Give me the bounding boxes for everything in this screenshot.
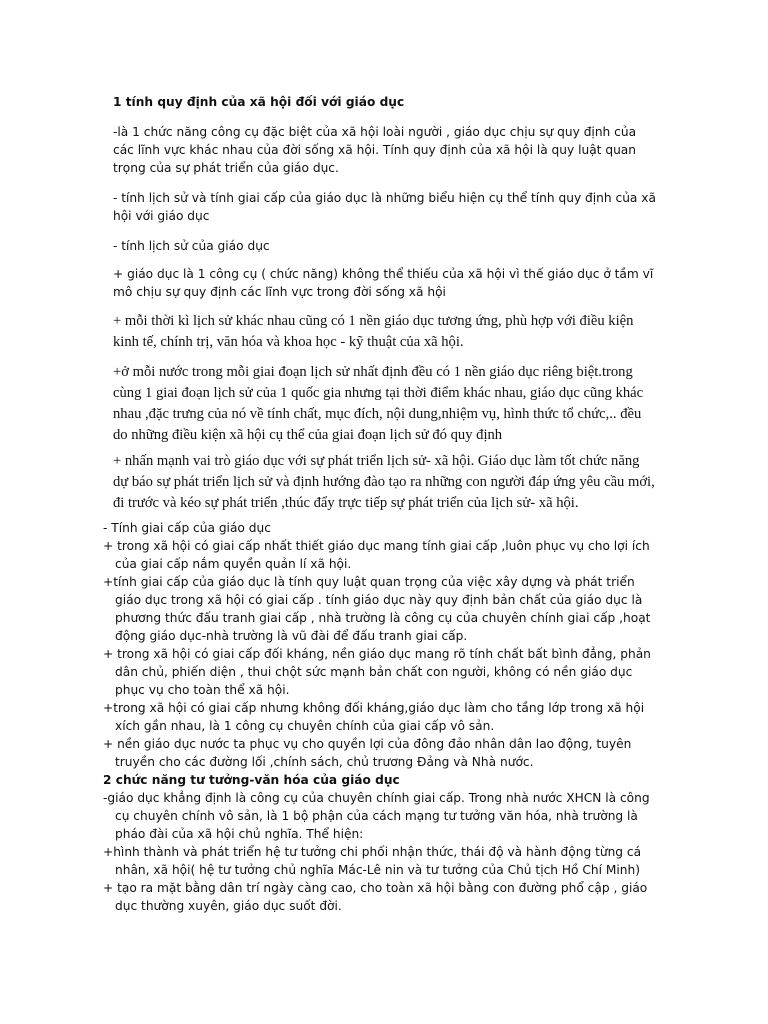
paragraph-3: - tính lịch sử của giáo dục <box>113 239 270 253</box>
list-item: +tính giai cấp của giáo dục là tính quy luật quan trọng của việc xây dựng và phát triển giáo dục trong xã hội có giai cấp . tính giáo dục này quy định bản chất của giáo dục là phương thức đấu tranh giai cấp , nhà trường là công cụ của chuyên chính giai cấp ,hoạt động giáo dục-nhà trường là vũ đài để đấu tranh giai cấp. <box>103 575 651 643</box>
list-item: +hình thành và phát triển hệ tư tưởng chi phối nhận thức, thái độ và hành động từng cá nhân, xã hội( hệ tư tưởng chủ nghĩa Mác-Lê nin và tư tưởng của Chủ tịch Hồ Chí Minh) <box>103 845 642 877</box>
list-item: + trong xã hội có giai cấp nhất thiết giáo dục mang tính giai cấp ,luôn phục vụ cho lợi ích của giai cấp nắm quyền quản lí xã hội. <box>103 539 650 571</box>
list-item: + nền giáo dục nước ta phục vụ cho quyền lợi của đông đảo nhân dân lao động, tuyên truyền cho các đường lối ,chính sách, chủ trương Đảng và Nhà nước. <box>103 737 632 769</box>
paragraph-5: + mỗi thời kì lịch sử khác nhau cũng có 1 nền giáo dục tương ứng, phù hợp với điều kiện kinh tế, chính trị, văn hóa và khoa học - kỹ thuật của xã hội. <box>113 313 634 350</box>
list-item: +trong xã hội có giai cấp nhưng không đối kháng,giáo dục làm cho tầng lớp trong xã hội xích gần nhau, là 1 công cụ chuyên chính của giai cấp vô sản. <box>103 701 645 733</box>
list-item: -giáo dục khẳng định là công cụ của chuyên chính giai cấp. Trong nhà nước XHCN là công cụ chuyên chính vô sản, là 1 bộ phận của cách mạng tư tưởng văn hóa, nhà trường là pháo đài của xã hội chủ nghĩa. Thể hiện: <box>103 791 650 841</box>
class-nature-list <box>103 519 659 915</box>
heading-section-1: 1 tính quy định của xã hội đối với giáo dục <box>113 95 405 109</box>
paragraph-2: - tính lịch sử và tính giai cấp của giáo dục là những biểu hiện cụ thể tính quy định của xã hội với giáo dục <box>113 191 656 223</box>
list-item: + trong xã hội có giai cấp đối kháng, nền giáo dục mang rõ tính chất bất bình đẳng, phản dân chủ, phiến diện , thui chột sức mạnh bản chất con người, không có nền giáo dục phục vụ cho toàn thể xã hội. <box>103 647 651 697</box>
heading-section-2: 2 chức năng tư tưởng-văn hóa của giáo dục <box>103 773 400 787</box>
list-item: + tạo ra mặt bằng dân trí ngày càng cao, cho toàn xã hội bằng con đường phổ cập , giáo dục thường xuyên, giáo dục suốt đời. <box>103 881 648 913</box>
paragraph-7: + nhấn mạnh vai trò giáo dục với sự phát triển lịch sử- xã hội. Giáo dục làm tốt chức năng dự báo sự phát triển lịch sử và định hướng đào tạo ra những con người đáp ứng yêu cầu mới, đi trước và kéo sự phát triển ,thúc đẩy trực tiếp sự phát triển của lịch sử- xã hội. <box>113 453 655 511</box>
list-item: - Tính giai cấp của giáo dục <box>103 521 271 535</box>
paragraph-1: -là 1 chức năng công cụ đặc biệt của xã hội loài người , giáo dục chịu sự quy định của các lĩnh vực khác nhau của đời sống xã hội. Tính quy định của xã hội là quy luật quan trọng của sự phát triển của giáo dục. <box>113 125 637 175</box>
paragraph-6: +ở mỗi nước trong mỗi giai đoạn lịch sử nhất định đều có 1 nền giáo dục riêng biệt.trong cùng 1 giai đoạn lịch sử của 1 quốc gia nhưng tại thời điểm khác nhau, giáo dục cũng khác nhau ,đặc trưng của nó về tính chất, mục đích, nội dung,nhiệm vụ, hình thức tổ chức,.. đều do những điều kiện xã hội cụ thể của giai đoạn lịch sử đó quy định <box>113 364 644 443</box>
paragraph-4: + giáo dục là 1 công cụ ( chức năng) không thể thiếu của xã hội vì thế giáo dục ở tầm vĩ mô chịu sự quy định các lĩnh vực trong đời sống xã hội <box>113 267 654 299</box>
